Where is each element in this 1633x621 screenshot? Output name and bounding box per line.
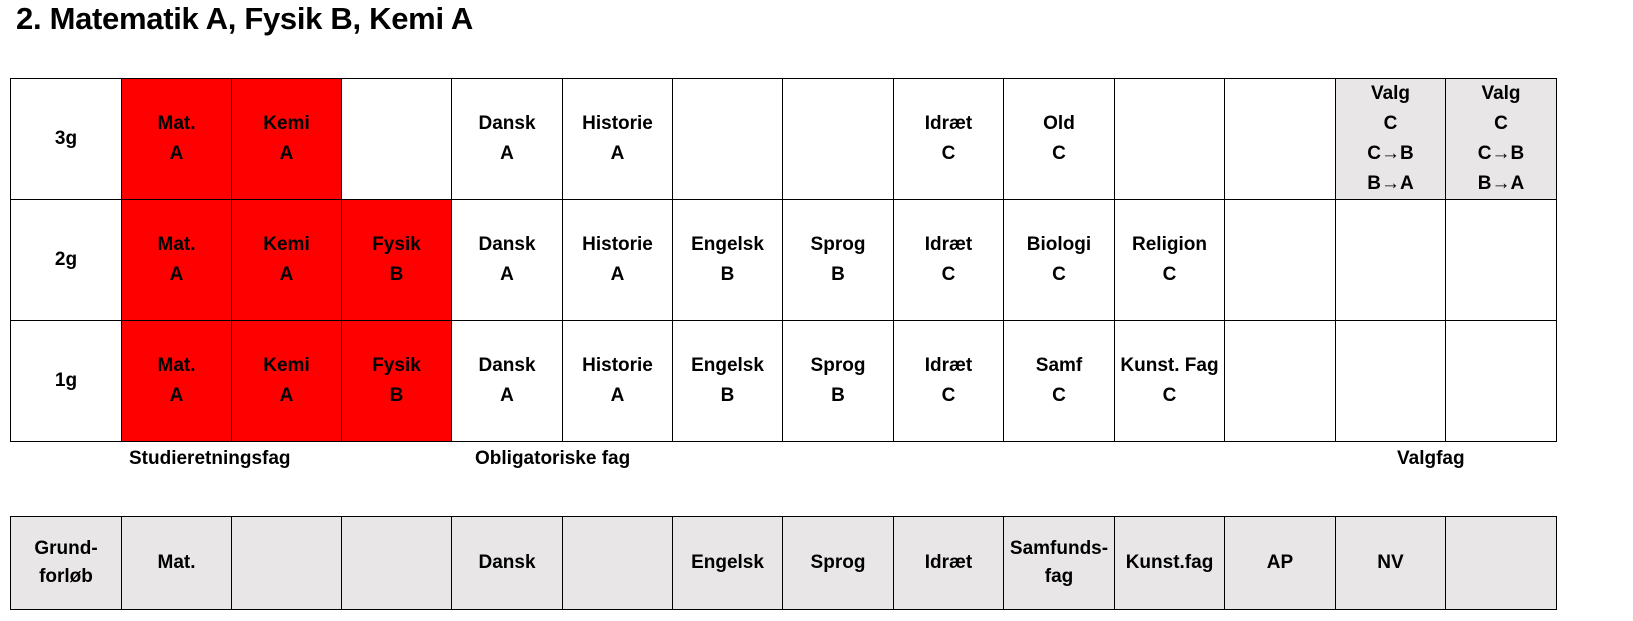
cell-empty: [1336, 200, 1446, 321]
cell-empty: [232, 517, 342, 610]
cell-engelsk: Engelsk B: [673, 321, 783, 442]
cell-dansk: Dansk A: [452, 321, 563, 442]
caption-studieretningsfag: Studieretningsfag: [129, 448, 291, 469]
cell-old: Old C: [1004, 79, 1115, 200]
cell-empty: [673, 79, 783, 200]
cell-fysik: Fysik B: [342, 200, 452, 321]
cell-engelsk: Engelsk: [673, 517, 783, 610]
cell-nv: NV: [1336, 517, 1446, 610]
table-row-2g: [11, 200, 1557, 321]
cell-empty: [342, 79, 452, 200]
cell-fysik: Fysik B: [342, 321, 452, 442]
row-label: 1g: [11, 321, 122, 442]
cell-religion: Religion C: [1115, 200, 1225, 321]
cell-valg: Valg C C→B B→A: [1446, 79, 1557, 200]
cell-engelsk: Engelsk B: [673, 200, 783, 321]
cell-empty: [1225, 321, 1336, 442]
cell-sprog: Sprog: [783, 517, 894, 610]
caption-valgfag: Valgfag: [1397, 448, 1465, 469]
cell-historie: Historie A: [563, 321, 673, 442]
page-title: 2. Matematik A, Fysik B, Kemi A: [16, 1, 474, 36]
cell-idraet: Idræt C: [894, 79, 1004, 200]
cell-empty: [1446, 200, 1557, 321]
cell-empty: [342, 517, 452, 610]
cell-samf: Samf C: [1004, 321, 1115, 442]
cell-idraet: Idræt: [894, 517, 1004, 610]
cell-ap: AP: [1225, 517, 1336, 610]
cell-dansk: Dansk: [452, 517, 563, 610]
cell-mat: Mat. A: [122, 79, 232, 200]
cell-kemi: Kemi A: [232, 321, 342, 442]
cell-empty: [1115, 79, 1225, 200]
grundforloeb-table: [10, 516, 1557, 610]
table-row-1g: [11, 321, 1557, 442]
cell-dansk: Dansk A: [452, 79, 563, 200]
cell-valg: Valg C C→B B→A: [1336, 79, 1446, 200]
cell-empty: [1336, 321, 1446, 442]
cell-empty: [1225, 200, 1336, 321]
cell-sprog: Sprog B: [783, 200, 894, 321]
table-row-grundforloeb: [11, 517, 1557, 610]
cell-empty: [563, 517, 673, 610]
cell-mat: Mat.: [122, 517, 232, 610]
cell-kemi: Kemi A: [232, 200, 342, 321]
cell-empty: [1446, 517, 1557, 610]
cell-sprog: Sprog B: [783, 321, 894, 442]
schedule-table: [10, 78, 1557, 442]
caption-obligatoriske-fag: Obligatoriske fag: [475, 448, 631, 469]
cell-dansk: Dansk A: [452, 200, 563, 321]
cell-historie: Historie A: [563, 200, 673, 321]
cell-empty: [1446, 321, 1557, 442]
cell-empty: [1225, 79, 1336, 200]
cell-kunstfag: Kunst.fag: [1115, 517, 1225, 610]
cell-samfundsfag: Samfunds- fag: [1004, 517, 1115, 610]
cell-mat: Mat. A: [122, 321, 232, 442]
cell-empty: [783, 79, 894, 200]
row-label: 2g: [11, 200, 122, 321]
cell-idraet: Idræt C: [894, 321, 1004, 442]
table-row-3g: [11, 79, 1557, 200]
cell-idraet: Idræt C: [894, 200, 1004, 321]
cell-kunst-fag: Kunst. Fag C: [1115, 321, 1225, 442]
row-label: Grund- forløb: [11, 517, 122, 610]
cell-kemi: Kemi A: [232, 79, 342, 200]
row-label: 3g: [11, 79, 122, 200]
cell-mat: Mat. A: [122, 200, 232, 321]
cell-biologi: Biologi C: [1004, 200, 1115, 321]
cell-historie: Historie A: [563, 79, 673, 200]
